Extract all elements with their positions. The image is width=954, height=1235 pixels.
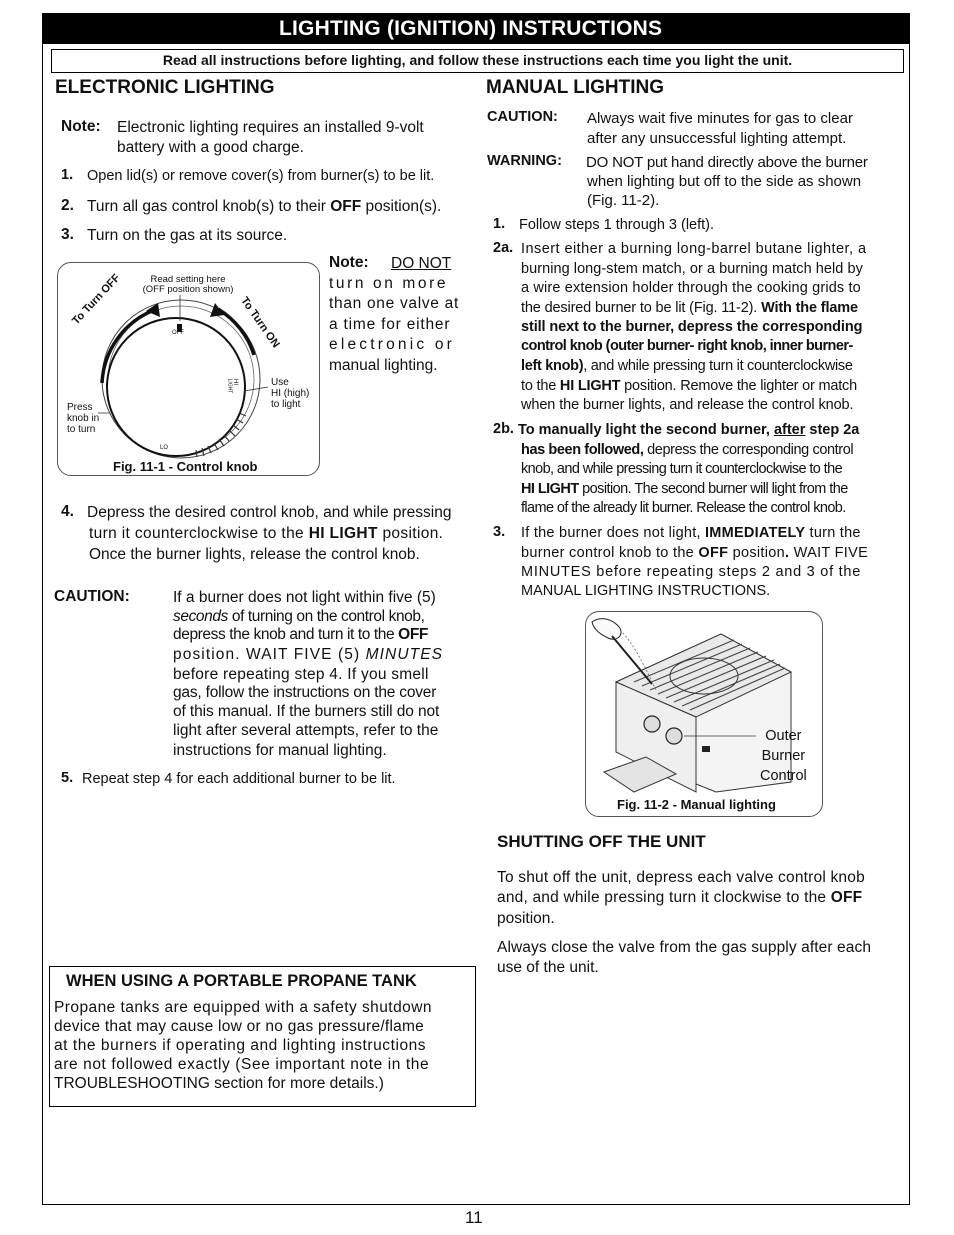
step5-number: 5. <box>61 770 74 786</box>
fig1-caption: Fig. 11-1 - Control knob <box>113 459 258 474</box>
manual-warning-line3: (Fig. 11-2). <box>587 192 660 209</box>
manual-warning-label: WARNING: <box>487 153 562 169</box>
step5-text: Repeat step 4 for each additional burner to be lit. <box>82 771 396 787</box>
step3-line1: If the burner does not light, IMMEDIATELY turn the <box>521 525 861 541</box>
step1-text: Open lid(s) or remove cover(s) from burner(s) to be lit. <box>87 168 435 184</box>
manual-warning-line2: when lighting but off to the side as shown <box>587 173 862 190</box>
electronic-heading: ELECTRONIC LIGHTING <box>55 77 275 98</box>
dial-off-mark: OFF <box>172 330 184 336</box>
step3-number: 3. <box>61 226 74 243</box>
side-note-line4: electronic or <box>329 336 456 353</box>
figure-control-knob <box>57 262 320 476</box>
caution-line2: seconds of turning on the control knob, <box>173 608 425 625</box>
step2a-line8: to the HI LIGHT position. Remove the lighter or match <box>521 378 857 394</box>
propane-line1: Propane tanks are equipped with a safety shutdown <box>54 999 432 1016</box>
outer-burner-control-label: Outer Burner Control <box>760 728 807 784</box>
fig2-caption: Fig. 11-2 - Manual lighting <box>617 797 776 812</box>
caution-line4: position. WAIT FIVE (5) MINUTES <box>173 646 444 663</box>
caution-line1: If a burner does not light within five (5) <box>173 589 436 606</box>
step2a-line3: a wire extension holder through the cooking grids to <box>521 280 861 296</box>
shutting-p1-line2: and, and while pressing turn it clockwise to the OFF <box>497 889 863 906</box>
step2b-line3: knob, and while pressing turn it counterclockwise to the <box>521 461 843 477</box>
shutting-p2-line2: use of the unit. <box>497 959 599 976</box>
page-number: 11 <box>465 1208 483 1227</box>
side-note-line5: manual lighting. <box>329 357 438 374</box>
step4-number: 4. <box>61 503 74 520</box>
press-knob-label: Press knob in to turn <box>67 402 100 435</box>
caution-line8: light after several attempts, refer to the <box>173 722 439 739</box>
step2a-line7: left knob), and while pressing turn it counterclockwise <box>521 358 853 374</box>
step3-text: Turn on the gas at its source. <box>87 227 288 244</box>
dial-lo-mark: LO <box>160 445 169 451</box>
manual-heading: MANUAL LIGHTING <box>486 77 665 98</box>
shutting-p1-line3: position. <box>497 910 555 927</box>
dial-light-mark: LIGHT <box>226 378 233 394</box>
step2b-line1: To manually light the second burner, after step 2a <box>518 422 860 438</box>
to-turn-off-label: To Turn OFF <box>70 271 123 328</box>
shutting-p2-line1: Always close the valve from the gas supply after each <box>497 939 872 956</box>
step4-line2: turn it counterclockwise to the HI LIGHT position. <box>89 525 444 542</box>
propane-heading: WHEN USING A PORTABLE PROPANE TANK <box>66 972 417 990</box>
side-note-line3: a time for either <box>329 316 451 333</box>
caution-line9: instructions for manual lighting. <box>173 742 387 759</box>
propane-line2: device that may cause low or no gas pressure/flame <box>54 1018 425 1035</box>
propane-line4: are not followed exactly (See important note in the <box>54 1056 430 1073</box>
manual-step3-number: 3. <box>493 524 506 540</box>
manual-step1-number: 1. <box>493 216 506 232</box>
step2b-line5: flame of the already lit burner. Release the control knob. <box>521 500 846 516</box>
step4-line1: Depress the desired control knob, and while pressing <box>87 504 452 521</box>
step3-line2: burner control knob to the OFF position. WAIT FIVE <box>521 545 869 561</box>
manual-step2a-number: 2a. <box>493 240 514 256</box>
step1-number: 1. <box>61 167 74 183</box>
electronic-note-line2: battery with a good charge. <box>117 139 304 156</box>
step2a-line9: when the burner lights, and release the control knob. <box>521 397 854 413</box>
step3-line3: MINUTES before repeating steps 2 and 3 of the <box>521 564 862 580</box>
step2a-line4: the desired burner to be lit (Fig. 11-2). With the flame <box>521 300 858 316</box>
step2b-line2: has been followed, depress the corresponding control <box>521 442 854 458</box>
read-notice: Read all instructions before lighting, and follow these instructions each time you light the unit. <box>51 49 904 73</box>
electronic-note-line1: Electronic lighting requires an installed 9-volt <box>117 119 424 136</box>
dial-hi-mark: HI <box>232 379 238 385</box>
shutting-heading: SHUTTING OFF THE UNIT <box>497 832 706 851</box>
to-turn-on-label: To Turn ON <box>238 295 282 351</box>
propane-line3: at the burners if operating and lighting instructions <box>54 1037 427 1054</box>
read-setting-label: Read setting here (OFF position shown) <box>142 274 234 295</box>
use-hi-label: Use HI (high) to light <box>271 377 310 410</box>
manual-caution-line1: Always wait five minutes for gas to clear <box>587 110 853 127</box>
caution-line7: of this manual. If the burners still do not <box>173 703 440 720</box>
electronic-note-label: Note: <box>61 118 101 135</box>
caution-line5: before repeating step 4. If you smell <box>173 666 429 683</box>
manual-warning-line1: DO NOT put hand directly above the burner <box>586 154 868 171</box>
step4-line3: Once the burner lights, release the control knob. <box>89 546 420 563</box>
step2a-line1: Insert either a burning long-barrel butane lighter, a <box>521 241 867 257</box>
step2a-line6: control knob (outer burner- right knob, inner burner- <box>521 338 853 354</box>
side-note-line2: than one valve at <box>329 295 459 312</box>
side-note-label: Note: <box>329 254 369 271</box>
step2a-line5: still next to the burner, depress the corresponding <box>521 319 863 335</box>
step3-line4: MANUAL LIGHTING INSTRUCTIONS. <box>521 583 771 599</box>
electronic-caution-label: CAUTION: <box>54 588 130 605</box>
page-title: LIGHTING (IGNITION) INSTRUCTIONS <box>43 14 909 44</box>
side-note-underlined: DO NOT <box>391 255 452 272</box>
step2b-line4: HI LIGHT position. The second burner will light from the <box>521 481 848 497</box>
caution-line6: gas, follow the instructions on the cover <box>173 684 437 701</box>
manual-caution-line2: after any unsuccessful lighting attempt. <box>587 130 847 147</box>
propane-line5: TROUBLESHOOTING section for more details.) <box>54 1075 384 1092</box>
manual-caution-label: CAUTION: <box>487 109 558 125</box>
manual-step1-text: Follow steps 1 through 3 (left). <box>519 217 715 233</box>
figure-manual-lighting <box>585 611 823 817</box>
step2-text: Turn all gas control knob(s) to their OFF position(s). <box>87 198 442 215</box>
shutting-p1-line1: To shut off the unit, depress each valve control knob <box>497 869 865 886</box>
step2a-line2: burning long-stem match, or a burning match held by <box>521 261 863 277</box>
side-note-line1: turn on more <box>329 275 449 292</box>
step2-number: 2. <box>61 197 74 214</box>
manual-step2b-number: 2b. <box>493 421 514 437</box>
caution-line3: depress the knob and turn it to the OFF <box>173 626 428 643</box>
